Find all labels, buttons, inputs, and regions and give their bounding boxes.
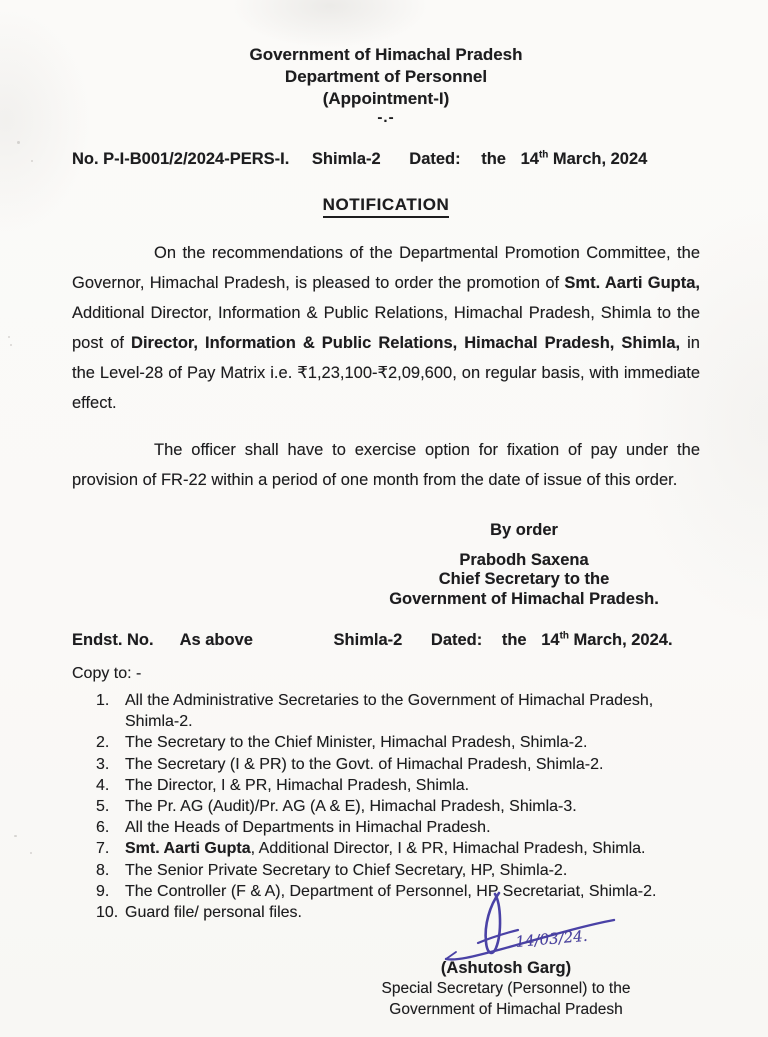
reference-date: 14th March, 2024 [520, 149, 648, 168]
signature-block [326, 889, 686, 1020]
endorsement-dated-label: Dated: [430, 631, 483, 649]
list-item-text: The Secretary to the Chief Minister, Himachal Pradesh, Shimla-2. [125, 734, 588, 752]
reference-number: No. P-I-B001/2/2024-PERS-I. [72, 150, 290, 168]
list-item-number: 1. [96, 692, 110, 709]
list-item [96, 817, 700, 838]
letterhead-line2: Department of Personnel [284, 67, 488, 86]
list-item-text: The Secretary (I & PR) to the Govt. of Himachal Pradesh, Shimla-2. [125, 755, 604, 773]
list-item-number: 7. [96, 840, 110, 858]
list-item-number: 4. [96, 776, 110, 794]
list-item-text: All the Administrative Secretaries to the Government of Himachal Pradesh, Shimla-2. [125, 692, 654, 731]
copy-to-label: Copy to: - [72, 665, 142, 682]
body-paragraph-1: On the recommendations of the Departmental Promotion Committee, the Governor, Himachal Pradesh, is pleased to order the promotion of Smt. Aarti Gupta, Additional Director, Information & Public Relations, Himachal Pradesh, Shimla to the post of Director, Information & Public Relations, Himachal Pradesh, Shimla, in the Level-28 of Pay Matrix i.e. ₹1,23,100-₹2,09,600, on regular basis, with immediate effect. [72, 244, 701, 412]
reference-line [72, 150, 700, 169]
reference-dated-label: Dated: [409, 150, 461, 168]
by-order-label: By order [490, 520, 558, 539]
endorsement-label: Endst. No. [72, 631, 154, 649]
letterhead [72, 44, 700, 126]
list-item-number: 6. [96, 819, 110, 837]
list-item-number: 9. [96, 882, 110, 900]
copy-to-list [72, 690, 700, 923]
letterhead-line3: (Appointment-I) [322, 89, 450, 108]
letterhead-line1: Government of Himachal Pradesh [249, 45, 523, 64]
list-item-text: The Director, I & PR, Himachal Pradesh, Shimla. [125, 776, 470, 794]
signatory-title-2: Government of Himachal Pradesh. [389, 589, 659, 608]
list-item-text: The Controller (F & A), Department of Personnel, HP Secretariat, Shimla-2. [125, 882, 657, 900]
signatory-name-chief: Prabodh Saxena [459, 550, 589, 569]
reference-date-prefix: the [481, 150, 506, 168]
signatory-title-1: Chief Secretary to the [438, 570, 610, 588]
list-item [96, 754, 700, 775]
list-item-number: 2. [96, 734, 110, 752]
signatory-name-special: (Ashutosh Garg) [440, 959, 572, 978]
endorsement-value: As above [179, 631, 253, 649]
list-item-text: Smt. Aarti Gupta, Additional Director, I & PR, Himachal Pradesh, Shimla. [125, 840, 646, 858]
endorsement-date: 14th March, 2024. [541, 630, 673, 649]
endorsement-place: Shimla-2 [333, 631, 403, 649]
list-item [96, 732, 700, 753]
signatory-special-title-2: Government of Himachal Pradesh [389, 1001, 623, 1019]
signatory-special-title-1: Special Secretary (Personnel) to the [381, 980, 631, 998]
by-order-block [354, 521, 694, 610]
list-item-number: 10. [96, 904, 119, 922]
body-paragraph-2: The officer shall have to exercise option for fixation of pay under the provision of FR-22 within a period of one month from the date of issue of this order. [72, 440, 700, 489]
handwritten-date: 14/03/24. [514, 927, 589, 952]
reference-place: Shimla-2 [311, 150, 381, 168]
handwritten-signature [442, 889, 642, 967]
list-item [96, 690, 700, 732]
list-item-text: The Pr. AG (Audit)/Pr. AG (A & E), Himachal Pradesh, Shimla-3. [125, 798, 577, 816]
endorsement-line [72, 631, 700, 650]
list-item-text: All the Heads of Departments in Himachal Pradesh. [125, 819, 491, 837]
list-item-number: 8. [96, 861, 110, 879]
list-item-text: Guard file/ personal files. [125, 904, 302, 922]
list-item-number: 3. [96, 755, 110, 773]
list-item-number: 5. [96, 798, 110, 816]
letterhead-separator: -.- [377, 109, 395, 126]
endorsement-date-prefix: the [501, 631, 527, 649]
notification-title: NOTIFICATION [323, 195, 450, 218]
list-item [96, 775, 700, 796]
list-item [96, 796, 700, 817]
list-item [96, 838, 700, 859]
list-item-text: The Senior Private Secretary to Chief Secretary, HP, Shimla-2. [125, 861, 568, 879]
list-item [96, 860, 700, 881]
